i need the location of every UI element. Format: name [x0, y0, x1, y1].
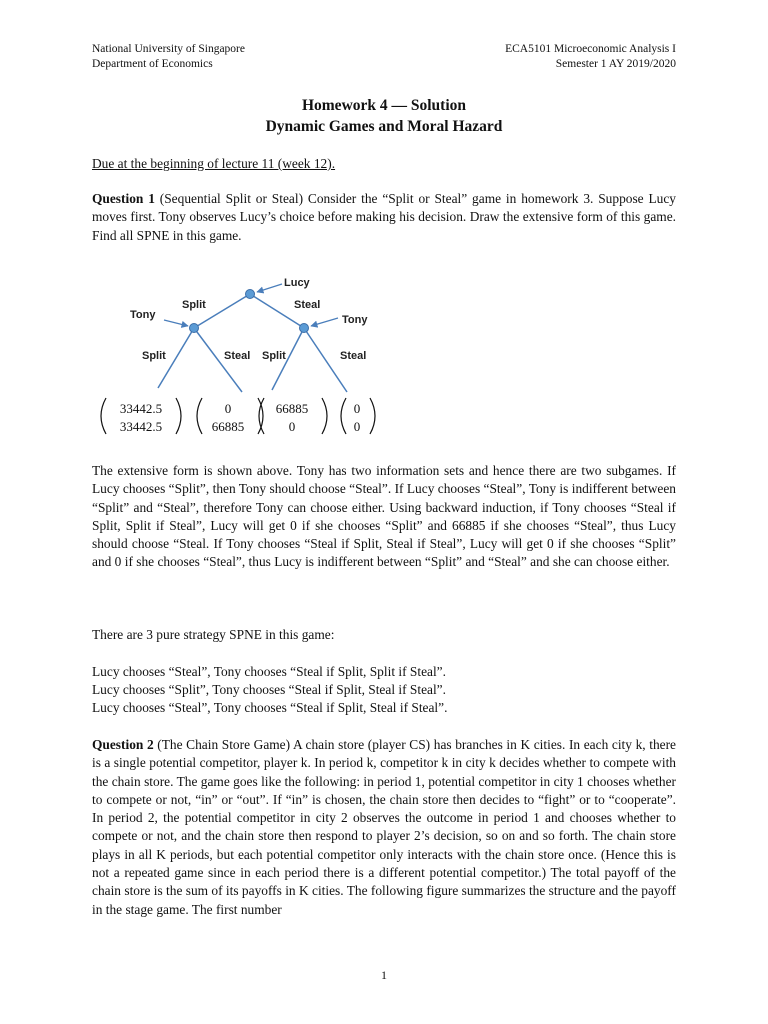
- tony-left-node: [190, 324, 199, 333]
- payoff-1-lucy: 33442.5: [119, 401, 163, 416]
- spne-intro: There are 3 pure strategy SPNE in this game:: [92, 627, 335, 642]
- tony-right-node: [300, 324, 309, 333]
- department-name: Department of Economics: [92, 58, 213, 70]
- rr-action-label: Steal: [340, 350, 367, 362]
- university-name: National University of Singapore: [92, 43, 245, 55]
- root-node: [246, 290, 255, 299]
- course-name: ECA5101 Microeconomic Analysis I: [505, 43, 676, 55]
- payoff-1-tony: 33442.5: [119, 419, 163, 434]
- question-2-text: (The Chain Store Game) A chain store (player CS) has branches in K cities. In each city k, there is a single potential competitor, player k. In period k, competitor k in city k decides whether to compete with the chain store. The game goes like the following: in period 1, potential competitor in city 1 chooses whether to compete or not, “in” or “out”. If “in” is chosen, the chain store then decides to “fight” or to “cooperate”. In period 2, the potential competitor in city 2 observes the outcome in period 1 and chooses whether to compete or not, and the chain store then respond to player 2’s decision, so on and so forth. The chain store plays in all K periods, but each potential competitor only interacts with the chain store once. (Hence this is not a repeated game since in each period there is a different potential competitor.) The total payoff of the chain store is the sum of its payoffs in K cities. The following figure summarizes the structure and the payoff in the stage game. The first number: [92, 737, 676, 917]
- payoff-4-tony: 0: [353, 419, 361, 434]
- header-right: [505, 42, 676, 72]
- payoff-2-lucy: 0: [224, 401, 232, 416]
- question-2-label: Question 2: [92, 737, 154, 752]
- spne-3: Lucy chooses “Steal”, Tony chooses “Steal if Split, Steal if Steal”.: [92, 700, 448, 715]
- question-1-text: (Sequential Split or Steal) Consider the “Split or Steal” game in homework 3. Suppose Lucy moves first. Tony observes Lucy’s choice before making his decision. Draw the extensive form of this game. Find all SPNE in this game.: [92, 191, 676, 243]
- payoff-3-tony: 0: [288, 419, 296, 434]
- title-line-2: Dynamic Games and Moral Hazard: [265, 118, 503, 135]
- lr-action-label: Steal: [224, 350, 251, 362]
- header-left: [92, 42, 245, 72]
- lucy-steal-label: Steal: [294, 299, 321, 311]
- rl-action-label: Split: [262, 350, 286, 362]
- question-1-label: Question 1: [92, 191, 155, 206]
- title-line-1: Homework 4 — Solution: [301, 97, 467, 114]
- payoff-2-tony: 66885: [211, 419, 245, 434]
- tony-right-label: Tony: [342, 314, 368, 326]
- question-1: [92, 190, 676, 245]
- due-date: Due at the beginning of lecture 11 (week 12).: [92, 156, 336, 171]
- page-number: 1: [381, 968, 387, 982]
- ll-action-label: Split: [142, 350, 166, 362]
- question-2: [92, 736, 676, 919]
- game-tree-figure: [92, 268, 392, 443]
- payoff-3-lucy: 66885: [275, 401, 309, 416]
- root-player-label: Lucy: [284, 277, 310, 289]
- spne-1: Lucy chooses “Steal”, Tony chooses “Steal if Split, Split if Steal”.: [92, 664, 446, 679]
- payoff-4-lucy: 0: [353, 401, 361, 416]
- semester: Semester 1 AY 2019/2020: [555, 58, 676, 70]
- tony-left-label: Tony: [130, 309, 156, 321]
- explanation-paragraph: The extensive form is shown above. Tony has two information sets and hence there are two subgames. If Lucy chooses “Split”, then Tony should choose “Steal”. If Lucy chooses “Steal”, Tony is indifferent between “Split” and “Steal”, therefore Tony can choose either. Using backward induction, if Tony chooses “Steal if Split, Split if Steal”, Lucy will get 0 if she chooses “Split” and 66885 if she chooses “Steal”, thus Lucy should choose “Steal. If Tony chooses “Steal if Split, Steal if Steal”, Lucy will get 0 if she chooses “Split” and 0 if she chooses “Steal”, thus Lucy is indifferent between “Split” and “Steal” and she can choose either.: [92, 463, 676, 570]
- spne-2: Lucy chooses “Split”, Tony chooses “Steal if Split, Steal if Steal”.: [92, 682, 446, 697]
- lucy-split-label: Split: [182, 299, 206, 311]
